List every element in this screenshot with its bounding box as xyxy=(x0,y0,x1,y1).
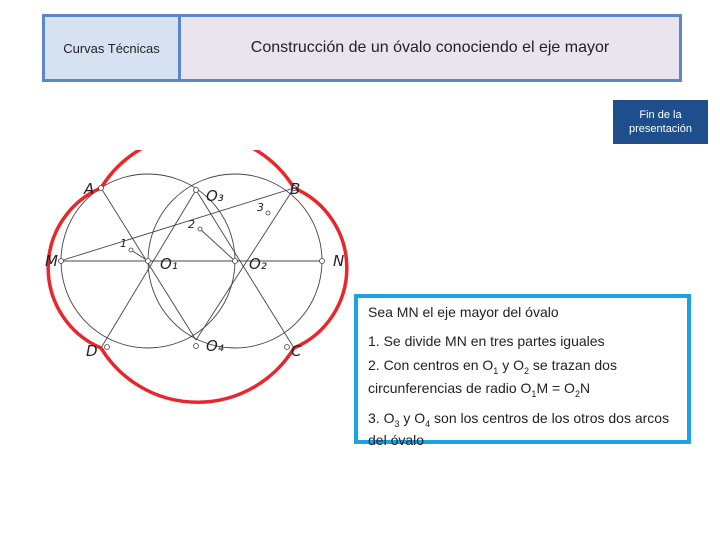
label-2: 2 xyxy=(188,218,195,231)
label-o1: O₁ xyxy=(160,255,178,273)
end-button-line1: Fin de la xyxy=(639,109,682,121)
oval-arc-bottom xyxy=(101,348,294,402)
point-a xyxy=(99,186,104,191)
line-o4-a xyxy=(101,188,196,340)
instructions-box xyxy=(354,294,691,449)
end-presentation-button[interactable] xyxy=(613,100,708,144)
point-c xyxy=(285,345,290,350)
label-n: N xyxy=(333,252,345,270)
point-m xyxy=(59,259,64,264)
point-o2 xyxy=(233,259,238,264)
label-b: B xyxy=(290,180,301,198)
point-d xyxy=(105,345,110,350)
division-p1 xyxy=(131,250,148,261)
label-o4: O₄ xyxy=(206,337,224,355)
instruction-step3: 3. $O_3$ y $O_4$ son los centros de los otros dos arcos del óvalo xyxy=(368,409,670,449)
point-3 xyxy=(266,211,270,215)
point-n xyxy=(320,259,325,264)
label-1: 1 xyxy=(120,237,127,250)
section-label: Curvas Técnicas xyxy=(45,17,181,79)
point-o3 xyxy=(194,188,199,193)
instruction-intro: Sea MN el eje mayor del óvalo xyxy=(368,304,559,320)
instruction-step2: 2. Con centros en $O_1$ y $O_2$ se trazan dos circunferencias de radio $O_1M = O_2N$ xyxy=(368,357,617,399)
label-o2: O₂ xyxy=(249,255,267,273)
division-line xyxy=(60,188,294,261)
line-o3-d xyxy=(101,190,196,348)
end-button-line2: presentación xyxy=(629,123,692,135)
label-c: C xyxy=(291,342,302,360)
label-a: A xyxy=(84,180,95,198)
instruction-step1: 1. Se divide MN en tres partes iguales xyxy=(368,333,605,349)
point-o1 xyxy=(146,259,151,264)
line-o4-b xyxy=(196,188,294,340)
point-1 xyxy=(129,248,133,252)
label-o3: O₃ xyxy=(206,187,224,205)
slide-title: Construcción de un óvalo conociendo el eje mayor xyxy=(250,39,610,56)
oval-construction-drawing xyxy=(0,150,360,410)
label-m: M xyxy=(45,252,58,270)
label-d: D xyxy=(86,342,98,360)
point-2 xyxy=(198,227,202,231)
title-banner xyxy=(42,14,682,82)
point-o4 xyxy=(194,344,199,349)
label-3: 3 xyxy=(257,201,264,214)
